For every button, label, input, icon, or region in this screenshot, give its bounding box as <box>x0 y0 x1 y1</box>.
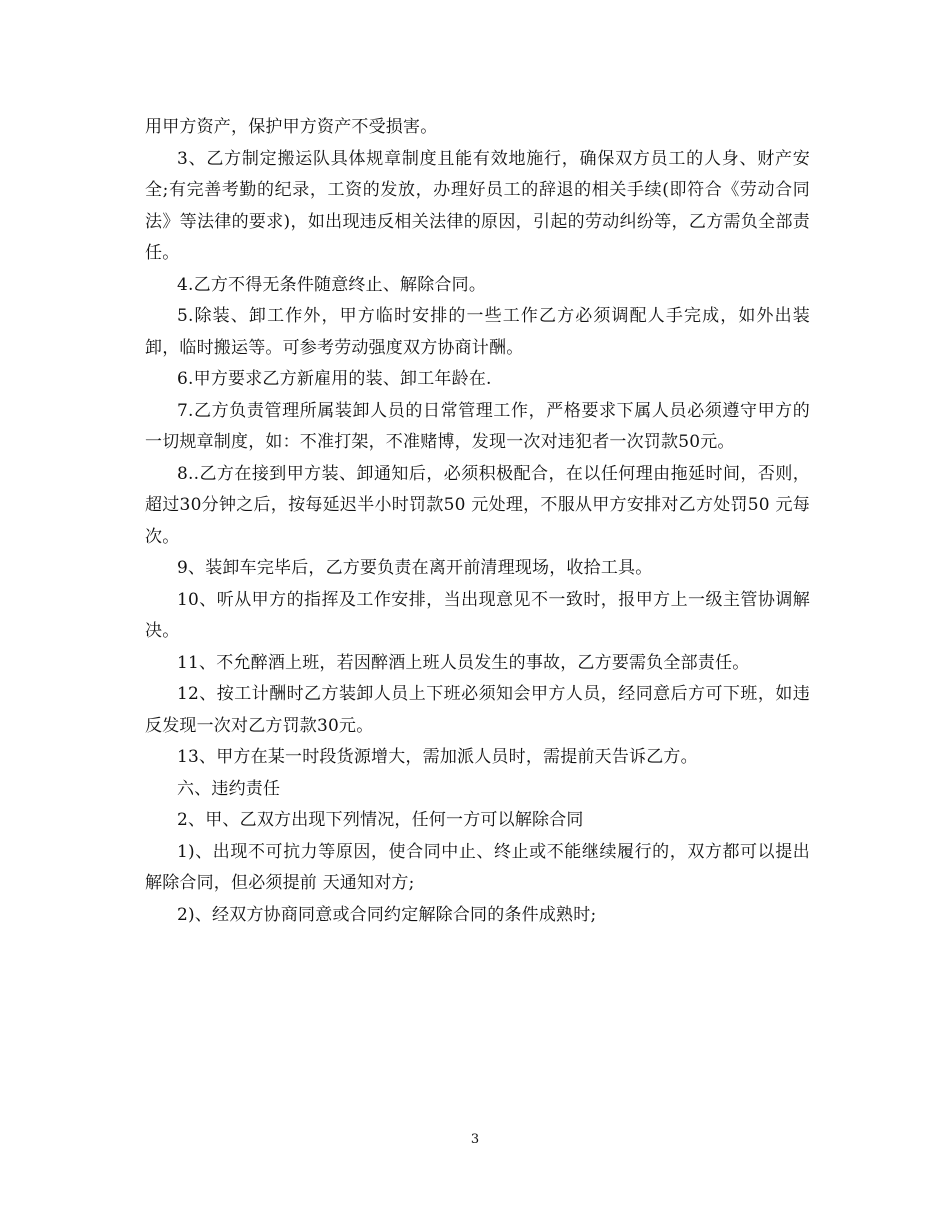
paragraph: 8..乙方在接到甲方装、卸通知后，必须积极配合，在以任何理由拖延时间，否则，超过30分钟之后，按每延迟半小时罚款50 元处理，不服从甲方安排对乙方处罚50 元每次。 <box>145 463 810 547</box>
paragraph: 2、甲、乙双方出现下列情况，任何一方可以解除合同 <box>177 810 584 830</box>
paragraph: 5.除装、卸工作外，甲方临时安排的一些工作乙方必须调配人手完成，如外出装卸，临时搬运等。可参考劳动强度双方协商计酬。 <box>145 306 810 358</box>
paragraph: 4.乙方不得无条件随意终止、解除合同。 <box>177 274 487 295</box>
paragraph: 12、按工计酬时乙方装卸人员上下班必须知会甲方人员，经同意后方可下班，如违反发现一次对乙方罚款30元。 <box>145 684 810 736</box>
paragraph: 6.甲方要求乙方新雇用的装、卸工年龄在. <box>177 369 492 389</box>
paragraph: 2)、经双方协商同意或合同约定解除合同的条件成熟时; <box>177 904 597 925</box>
paragraph: 用甲方资产，保护甲方资产不受损害。 <box>145 117 438 137</box>
paragraph: 11、不允醉酒上班，若因醉酒上班人员发生的事故，乙方要需负全部责任。 <box>177 652 750 673</box>
paragraph: 3、乙方制定搬运队具体规章制度且能有效地施行，确保双方员工的人身、财产安全;有完善考勤的纪录，工资的发放，办理好员工的辞退的相关手续(即符合《劳动合同法》等法律的要求)，如出现违反相关法律的原因，引起的劳动纠纷等，乙方需负全部责任。 <box>145 148 810 263</box>
paragraph: 9、装卸车完毕后，乙方要负责在离开前清理现场，收拾工具。 <box>177 558 653 578</box>
document-body <box>145 112 810 931</box>
section-heading: 六、违约责任 <box>177 778 281 799</box>
paragraph: 7.乙方负责管理所属装卸人员的日常管理工作，严格要求下属人员必须遵守甲方的一切规章制度，如：不准打架，不准赌博，发现一次对违犯者一次罚款50元。 <box>145 400 810 452</box>
page-number: 3 <box>470 1132 480 1147</box>
paragraph: 10、听从甲方的指挥及工作安排，当出现意见不一致时，报甲方上一级主管协调解决。 <box>145 589 810 641</box>
paragraph: 1)、出现不可抗力等原因，使合同中止、终止或不能继续履行的，双方都可以提出解除合同，但必须提前 天通知对方; <box>145 841 810 893</box>
paragraph: 13、甲方在某一时段货源增大，需加派人员时，需提前天告诉乙方。 <box>177 747 698 767</box>
